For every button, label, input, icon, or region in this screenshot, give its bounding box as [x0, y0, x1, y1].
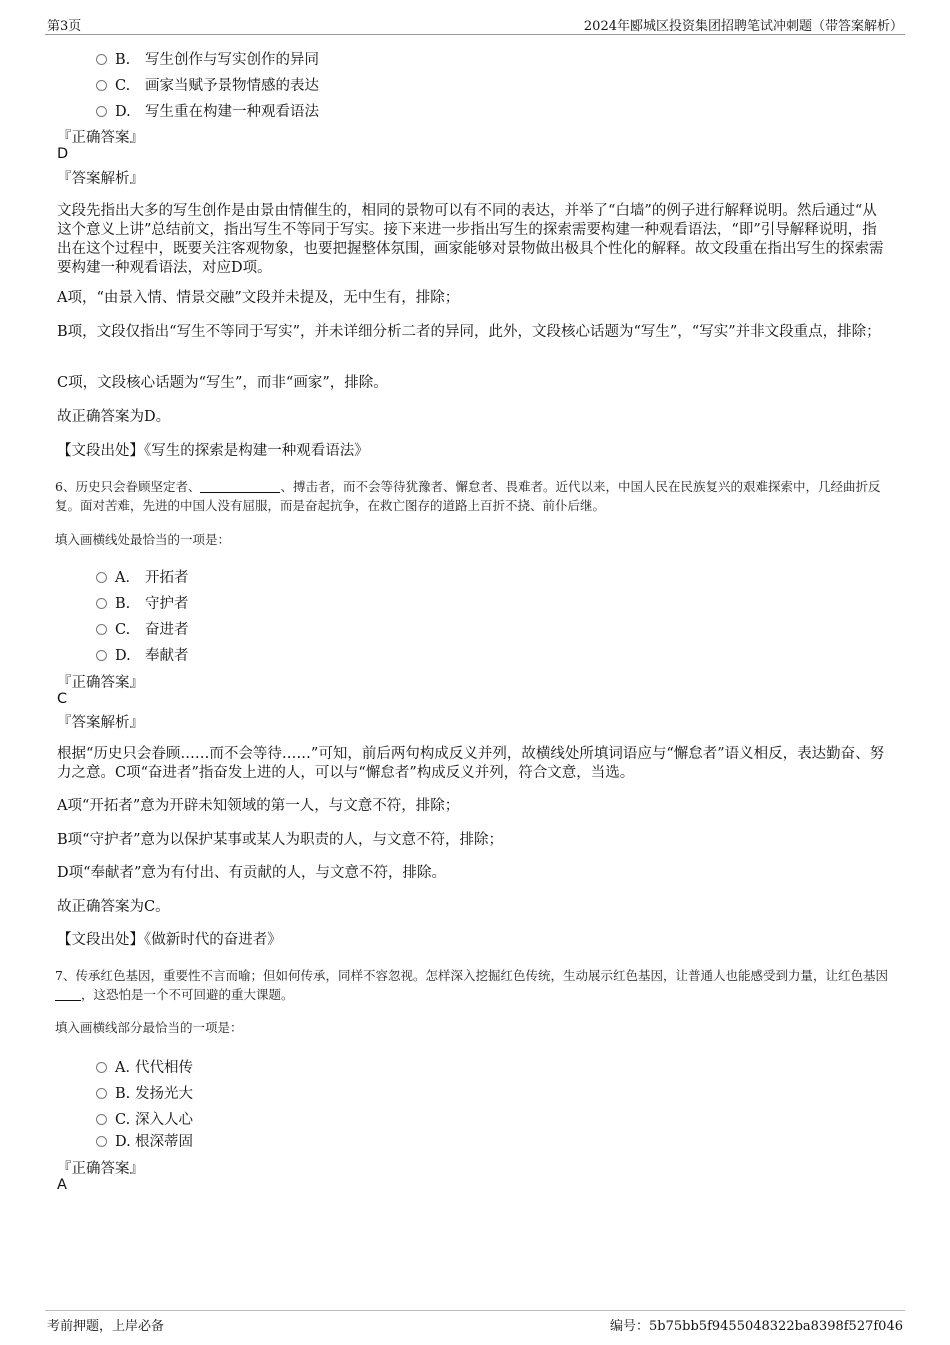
radio-icon[interactable] — [96, 1088, 107, 1099]
radio-icon[interactable] — [96, 650, 107, 661]
radio-icon[interactable] — [96, 1136, 107, 1147]
q6-prompt: 填入画横线处最恰当的一项是： — [55, 532, 231, 547]
q6-option-b[interactable]: B. 守护者 — [96, 592, 189, 612]
q6-analysis-option-b: B项“守护者”意为以保护某事或某人为职责的人，与文意不符，排除； — [57, 832, 503, 848]
q5-source: 【文段出处】《写生的探索是构建一种观看语法》 — [57, 443, 369, 459]
document-title: 2024年郾城区投资集团招聘笔试冲刺题（带答案解析） — [583, 19, 903, 34]
q7-prompt: 填入画横线部分最恰当的一项是： — [55, 1020, 243, 1035]
document-code: 编号：5b75bb5f9455048322ba8398f527f046 — [610, 1319, 903, 1334]
radio-icon[interactable] — [96, 80, 107, 91]
radio-icon[interactable] — [96, 106, 107, 117]
q5-option-c[interactable]: C. 画家当赋予景物情感的表达 — [96, 74, 319, 94]
q6-analysis-label: 『答案解析』 — [57, 715, 144, 731]
q5-answer-label: 『正确答案』 — [57, 130, 144, 146]
page-footer — [45, 1310, 905, 1333]
radio-icon[interactable] — [96, 1114, 107, 1125]
q6-source: 【文段出处】《做新时代的奋进者》 — [57, 932, 282, 948]
q6-analysis-option-a: A项“开拓者”意为开辟未知领域的第一人，与文意不符，排除； — [57, 798, 460, 814]
q7-answer: A — [57, 1177, 67, 1193]
q6-answer-label: 『正确答案』 — [57, 675, 144, 691]
q6-conclusion: 故正确答案为C。 — [57, 899, 170, 915]
q7-option-a[interactable]: A．代代相传 — [96, 1056, 193, 1076]
q6-option-c[interactable]: C. 奋进者 — [96, 618, 189, 638]
fill-blank — [200, 478, 280, 493]
q5-answer: D — [57, 146, 69, 162]
q5-conclusion: 故正确答案为D。 — [57, 409, 171, 425]
fill-blank — [55, 986, 81, 1001]
q6-stem: 6、历史只会眷顾坚定者、 、搏击者，而不会等待犹豫者、懈怠者、畏难者。近代以来，中国人民在民族复兴的艰难探索中，几经曲折反复。面对苦难，先进的中国人没有屈服，而是奋起抗争，在救亡图存的道路上百折不挠、前仆后继。 — [55, 479, 881, 513]
q6-analysis-paragraph: 根据“历史只会眷顾……而不会等待……”可知，前后两句构成反义并列，故横线处所填词语应与“懈怠者”语义相反，表达勤奋、努力之意。C项“奋进者”指奋发上进的人，可以与“懈怠者”构成反义并列，符合文意，当选。 — [57, 746, 885, 781]
radio-icon[interactable] — [96, 624, 107, 635]
page-header — [45, 14, 905, 35]
q6-option-a[interactable]: A． 开拓者 — [96, 566, 189, 586]
radio-icon[interactable] — [96, 54, 107, 65]
radio-icon[interactable] — [96, 598, 107, 609]
q6-option-d[interactable]: D. 奉献者 — [96, 644, 189, 664]
q7-option-c[interactable]: C. 深入人心 — [96, 1108, 193, 1128]
q5-analysis-label: 『答案解析』 — [57, 171, 144, 187]
q7-option-d[interactable]: D. 根深蒂固 — [96, 1130, 193, 1150]
radio-icon[interactable] — [96, 572, 107, 583]
q5-option-d[interactable]: D. 写生重在构建一种观看语法 — [96, 100, 319, 120]
q5-analysis-option-a: A项，“由景入情、情景交融”文段并未提及，无中生有，排除； — [57, 290, 460, 306]
q5-analysis-paragraph: 文段先指出大多的写生创作是由景由情催生的，相同的景物可以有不同的表达，并举了“白墙”的例子进行解释说明。然后通过“从这个意义上讲”总结前文，指出写生不等同于写实。接下来进一步指出写生的探索需要构建一种观看语法，“即”引导解释说明，指出在这个过程中，既要关注客观物象，也要把握整体氛围，画家能够对景物做出极具个性化的解释。故文段重在指出写生的探索需要构建一种观看语法，对应D项。 — [57, 203, 884, 276]
q6-answer: C — [57, 691, 68, 707]
q7-stem: 7、传承红色基因，重要性不言而喻；但如何传承，同样不容忽视。怎样深入挖掘红色传统，生动展示红色基因，让普通人也能感受到力量，让红色基因，这恐怕是一个不可回避的重大课题。 — [55, 968, 888, 1002]
q7-option-b[interactable]: B. 发扬光大 — [96, 1082, 193, 1102]
q5-analysis-option-b: B项，文段仅指出“写生不等同于写实”，并未详细分析二者的异同，此外，文段核心话题为“写生”，“写实”并非文段重点，排除； — [57, 324, 881, 340]
page-number: 第3页 — [47, 19, 82, 34]
q6-analysis-option-d: D项“奉献者”意为有付出、有贡献的人，与文意不符，排除。 — [57, 865, 446, 881]
radio-icon[interactable] — [96, 1062, 107, 1073]
q5-option-b[interactable]: B. 写生创作与写实创作的异同 — [96, 48, 319, 68]
q5-analysis-option-c: C项，文段核心话题为“写生”，而非“画家”，排除。 — [57, 375, 388, 391]
footer-slogan: 考前押题，上岸必备 — [47, 1319, 165, 1334]
q7-answer-label: 『正确答案』 — [57, 1161, 144, 1177]
